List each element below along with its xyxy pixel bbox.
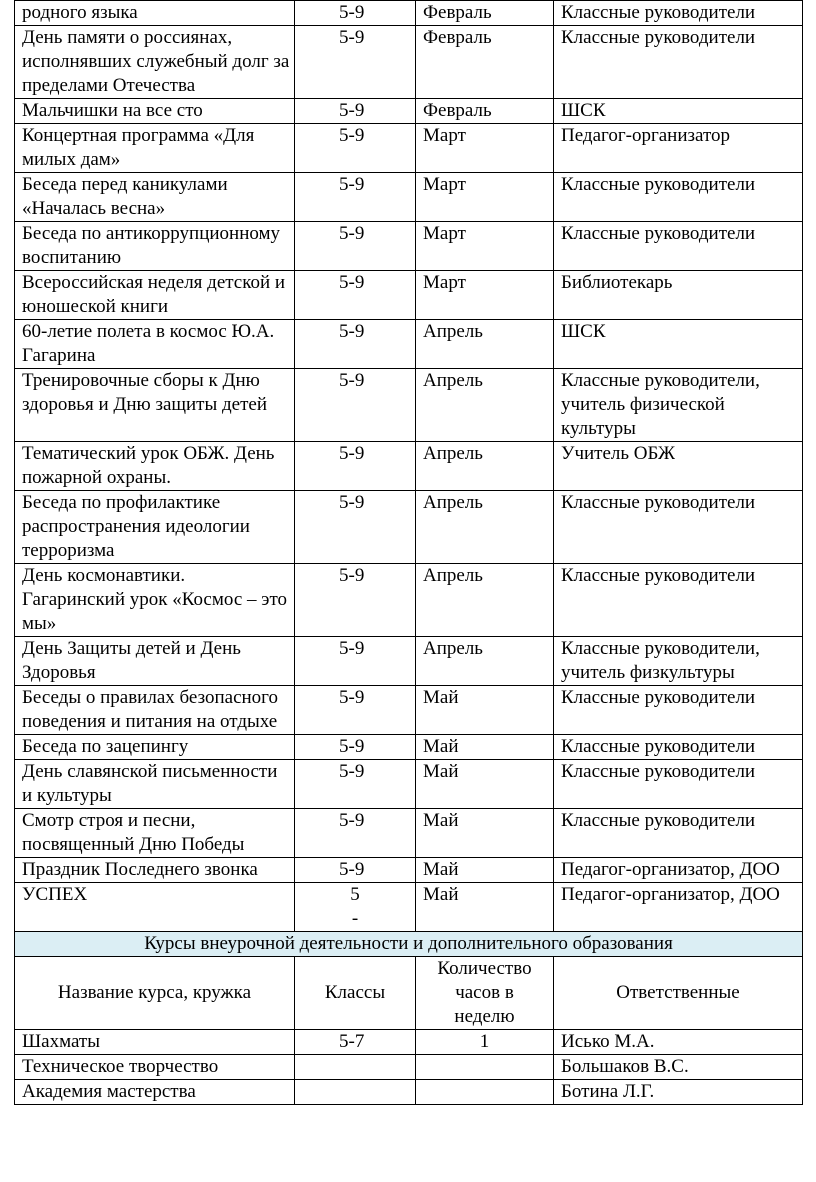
event-month: Май — [416, 809, 554, 858]
event-name: День памяти о россиянах, исполнявших служебный долг за пределами Отечества — [15, 26, 295, 99]
event-row — [15, 124, 803, 173]
event-responsible: Классные руководители — [554, 26, 803, 99]
event-month: Май — [416, 760, 554, 809]
events-body — [15, 1, 803, 883]
event-responsible: Классные руководители — [554, 686, 803, 735]
event-classes: 5-9 — [295, 637, 416, 686]
course-classes: 5-7 — [295, 1030, 416, 1055]
event-name: Всероссийская неделя детской и юношеской книги — [15, 271, 295, 320]
event-name: Концертная программа «Для милых дам» — [15, 124, 295, 173]
event-month: Май — [416, 883, 554, 932]
course-hours: 1 — [416, 1030, 554, 1055]
event-classes: 5-9 — [295, 686, 416, 735]
uspeh-row — [15, 883, 803, 932]
course-hours — [416, 1055, 554, 1080]
event-row — [15, 1, 803, 26]
header-hours-text: Количество часов в неделю — [437, 958, 532, 1027]
section-title: Курсы внеурочной деятельности и дополнительного образования — [15, 932, 803, 957]
event-month: Май — [416, 858, 554, 883]
event-name: 60-летие полета в космос Ю.А. Гагарина — [15, 320, 295, 369]
event-row — [15, 222, 803, 271]
event-classes: 5-9 — [295, 491, 416, 564]
event-responsible: Педагог-организатор, ДОО — [554, 858, 803, 883]
event-name: Праздник Последнего звонка — [15, 858, 295, 883]
event-name: Беседы о правилах безопасного поведения и питания на отдыхе — [15, 686, 295, 735]
event-name: День славянской письменности и культуры — [15, 760, 295, 809]
event-row — [15, 173, 803, 222]
event-row — [15, 760, 803, 809]
event-classes: 5-9 — [295, 271, 416, 320]
event-row — [15, 442, 803, 491]
event-responsible: Классные руководители — [554, 173, 803, 222]
event-classes — [295, 883, 416, 932]
event-responsible: Классные руководители, учитель физкультуры — [554, 637, 803, 686]
event-row — [15, 637, 803, 686]
event-classes: 5-9 — [295, 222, 416, 271]
event-classes: 5-9 — [295, 369, 416, 442]
event-name: День космонавтики. Гагаринский урок «Космос – это мы» — [15, 564, 295, 637]
event-classes-line1: 5 — [350, 884, 360, 905]
event-name: Беседа перед каникулами «Началась весна» — [15, 173, 295, 222]
event-responsible: Учитель ОБЖ — [554, 442, 803, 491]
course-row — [15, 1030, 803, 1055]
event-month: Февраль — [416, 99, 554, 124]
event-month: Апрель — [416, 491, 554, 564]
event-month: Апрель — [416, 369, 554, 442]
event-responsible: Классные руководители — [554, 564, 803, 637]
event-responsible: ШСК — [554, 99, 803, 124]
event-row — [15, 735, 803, 760]
course-name: Академия мастерства — [15, 1080, 295, 1105]
event-classes: 5-9 — [295, 809, 416, 858]
event-row — [15, 491, 803, 564]
event-classes: 5-9 — [295, 442, 416, 491]
event-row — [15, 26, 803, 99]
event-row — [15, 99, 803, 124]
event-classes: 5-9 — [295, 564, 416, 637]
event-classes: 5-9 — [295, 1, 416, 26]
event-row — [15, 369, 803, 442]
event-classes: 5-9 — [295, 173, 416, 222]
event-classes-line2: - — [351, 908, 359, 929]
event-row — [15, 809, 803, 858]
course-responsible: Исько М.А. — [554, 1030, 803, 1055]
event-name: Беседа по антикоррупционному воспитанию — [15, 222, 295, 271]
event-month: Март — [416, 173, 554, 222]
event-classes: 5-9 — [295, 99, 416, 124]
course-classes — [295, 1055, 416, 1080]
event-name: День Защиты детей и День Здоровья — [15, 637, 295, 686]
course-hours — [416, 1080, 554, 1105]
event-month: Апрель — [416, 564, 554, 637]
course-row — [15, 1055, 803, 1080]
event-responsible: Классные руководители, учитель физической культуры — [554, 369, 803, 442]
header-course-name: Название курса, кружка — [15, 957, 295, 1030]
header-responsible: Ответственные — [554, 957, 803, 1030]
event-month: Май — [416, 735, 554, 760]
event-name: Беседа по профилактике распространения идеологии терроризма — [15, 491, 295, 564]
event-responsible: Классные руководители — [554, 1, 803, 26]
event-classes: 5-9 — [295, 858, 416, 883]
event-classes: 5-9 — [295, 320, 416, 369]
event-classes: 5-9 — [295, 760, 416, 809]
course-name: Шахматы — [15, 1030, 295, 1055]
event-row — [15, 858, 803, 883]
courses-body — [15, 1030, 803, 1105]
event-classes: 5-9 — [295, 26, 416, 99]
course-row — [15, 1080, 803, 1105]
header-hours — [416, 957, 554, 1030]
header-classes: Классы — [295, 957, 416, 1030]
event-month: Апрель — [416, 442, 554, 491]
event-classes: 5-9 — [295, 735, 416, 760]
event-row — [15, 564, 803, 637]
event-row — [15, 686, 803, 735]
course-name: Техническое творчество — [15, 1055, 295, 1080]
event-responsible: Классные руководители — [554, 809, 803, 858]
event-month: Февраль — [416, 1, 554, 26]
event-name: родного языка — [15, 1, 295, 26]
event-responsible: Классные руководители — [554, 760, 803, 809]
event-row — [15, 271, 803, 320]
course-classes — [295, 1080, 416, 1105]
event-responsible: Педагог-организатор, ДОО — [554, 883, 803, 932]
event-month: Март — [416, 124, 554, 173]
event-month: Апрель — [416, 637, 554, 686]
event-responsible: Классные руководители — [554, 491, 803, 564]
event-name: Беседа по зацепингу — [15, 735, 295, 760]
event-responsible: Педагог-организатор — [554, 124, 803, 173]
event-row — [15, 320, 803, 369]
event-month: Май — [416, 686, 554, 735]
event-month: Апрель — [416, 320, 554, 369]
event-month: Февраль — [416, 26, 554, 99]
event-responsible: Классные руководители — [554, 735, 803, 760]
event-name: УСПЕХ — [15, 883, 295, 932]
event-month: Март — [416, 222, 554, 271]
course-responsible: Ботина Л.Г. — [554, 1080, 803, 1105]
event-responsible: Классные руководители — [554, 222, 803, 271]
event-responsible: ШСК — [554, 320, 803, 369]
event-name: Мальчишки на все сто — [15, 99, 295, 124]
event-month: Март — [416, 271, 554, 320]
course-responsible: Большаков В.С. — [554, 1055, 803, 1080]
plan-table — [14, 0, 803, 1105]
event-name: Тематический урок ОБЖ. День пожарной охраны. — [15, 442, 295, 491]
event-name: Смотр строя и песни, посвященный Дню Победы — [15, 809, 295, 858]
section-row — [15, 932, 803, 957]
event-responsible: Библиотекарь — [554, 271, 803, 320]
event-classes: 5-9 — [295, 124, 416, 173]
event-name: Тренировочные сборы к Дню здоровья и Дню защиты детей — [15, 369, 295, 442]
courses-header-row — [15, 957, 803, 1030]
